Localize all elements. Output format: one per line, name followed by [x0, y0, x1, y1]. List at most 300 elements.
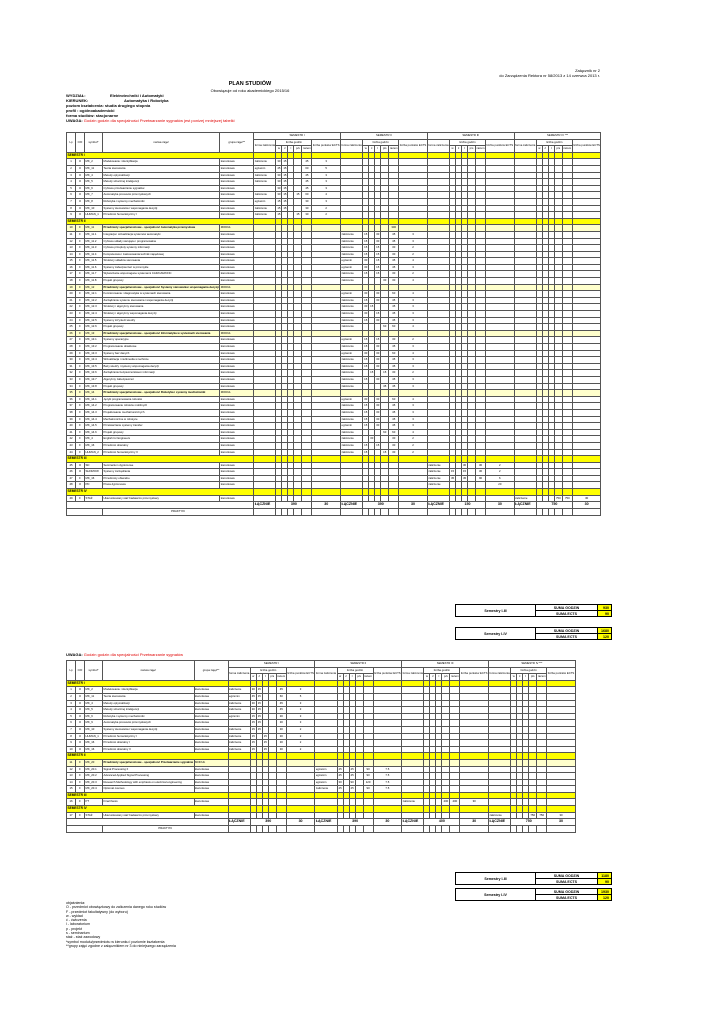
row-s1-razem: 30 [276, 740, 286, 747]
row-lp: 45 [67, 462, 76, 469]
semester-fill [488, 753, 510, 760]
row-s3-l: 15 [462, 469, 468, 476]
col-l: l [288, 146, 294, 153]
row-s2-razem [389, 482, 399, 489]
row-s1-forma [228, 773, 250, 780]
row-s2-ps [355, 700, 363, 707]
row-s3-forma [427, 297, 449, 304]
row-s3-ects [486, 297, 515, 304]
col-grupa: grupa zajęć** [220, 133, 254, 153]
summary-label: Semestry I-IV [456, 628, 536, 640]
row-s2-ects: 2 [399, 436, 428, 443]
row-of: F [76, 376, 85, 383]
row-s4-razem [562, 185, 572, 192]
row-s1-ects [286, 786, 315, 793]
row-s1-w: 30 [276, 185, 282, 192]
row-s2-razem: 30 [389, 436, 399, 443]
row-s1-forma [254, 278, 276, 285]
row-s3-ects [486, 337, 515, 344]
row-lp: 48 [67, 482, 76, 489]
semester-row [67, 152, 601, 159]
row-s2-razem: 300 [389, 225, 399, 232]
row-s1-ects [312, 311, 341, 318]
row-s3-razem [476, 396, 486, 403]
row-s3-forma [427, 416, 449, 423]
row-s3-ects [460, 713, 489, 720]
row-s3-razem [476, 185, 486, 192]
col-nazwa: nazwa zajęć [103, 133, 220, 153]
row-s4-razem [562, 324, 572, 331]
row-s4-ects [547, 687, 576, 694]
row-s2-razem [363, 726, 373, 733]
row-s3-razem [450, 812, 460, 819]
total-ects: 30 [572, 502, 601, 509]
row-s4-ps [554, 238, 562, 245]
row-s2-l: 15 [375, 264, 381, 271]
row-s1-ects [312, 390, 341, 397]
row-s1-razem: 45 [302, 172, 312, 179]
row-s3-forma [427, 409, 449, 416]
row-s2-razem: 45 [389, 344, 399, 351]
row-s1-ps [294, 271, 302, 278]
summary-box-sem-1-3 [455, 604, 612, 617]
row-of: F [76, 449, 85, 456]
row-s2-ects: 7.5 [373, 779, 402, 786]
col-semester-2: SEMESTR II [315, 661, 402, 668]
row-s1-ps [294, 317, 302, 324]
col-ps: p/s [442, 674, 450, 681]
total-label: ŁĄCZNIE [228, 819, 250, 826]
table-row [67, 304, 601, 311]
col-w: w [250, 674, 256, 681]
semester-fill [547, 806, 576, 813]
row-s4-ects [572, 185, 601, 192]
row-grupa: kierunkowe [220, 482, 254, 489]
row-s4-razem [562, 469, 572, 476]
row-s4-ects [572, 304, 601, 311]
col-razem: razem [302, 146, 312, 153]
row-s3-ects [486, 172, 515, 179]
table-row [67, 720, 576, 727]
semester-fill [399, 489, 428, 496]
row-s2-razem: 30 [389, 271, 399, 278]
row-s3-forma: zaliczenie [427, 482, 449, 489]
row-s3-forma [427, 278, 449, 285]
row-s2-ects: 2 [399, 449, 428, 456]
row-s3-razem: 400 [450, 799, 460, 806]
row-s2-razem [389, 159, 399, 166]
row-s2-ects: 3 [399, 311, 428, 318]
row-s3-ects [486, 396, 515, 403]
row-s4-razem [537, 759, 547, 766]
row-s1-ects: 3 [286, 687, 315, 694]
row-s1-ps [294, 429, 302, 436]
row-s2-forma [341, 185, 363, 192]
table-row [67, 376, 601, 383]
col-l: l [349, 674, 355, 681]
row-s1-forma [254, 251, 276, 258]
row-of: O [76, 707, 85, 714]
col-l: l [548, 146, 554, 153]
row-lp: 31 [67, 363, 76, 370]
row-name: Systemy zarządzania [103, 469, 220, 476]
row-name: Optional courses [103, 786, 195, 793]
row-s3-forma [402, 773, 424, 780]
row-s4-razem [537, 746, 547, 753]
row-of: O [76, 185, 85, 192]
row-name: Systemy baz danych [103, 350, 220, 357]
row-s1-razem: 45 [302, 185, 312, 192]
col-grupa: grupa zajęć** [194, 661, 228, 681]
col-semester-4: SEMESTR IV *** [488, 661, 575, 668]
row-of: O [76, 726, 85, 733]
row-s2-ects: 2 [399, 442, 428, 449]
col-w: w [337, 674, 343, 681]
row-s2-ps [381, 258, 389, 265]
row-s1-razem [302, 311, 312, 318]
row-s1-ects: 3 [312, 198, 341, 205]
row-s2-ps [355, 720, 363, 727]
row-s1-ects [312, 462, 341, 469]
row-s1-ps [294, 409, 302, 416]
row-s2-forma [315, 799, 337, 806]
row-s1-w: 30 [276, 192, 282, 199]
row-s1-ps [268, 733, 276, 740]
row-s3-razem [450, 707, 460, 714]
total-row [67, 502, 601, 509]
table-row [67, 311, 601, 318]
row-s3-razem [450, 746, 460, 753]
semester-fill [228, 806, 250, 813]
row-s1-razem [302, 416, 312, 423]
row-s4-ects [572, 357, 601, 364]
row-s2-razem: 45 [389, 403, 399, 410]
praktyki-cell [572, 509, 601, 516]
row-s3-ps [468, 337, 476, 344]
row-lp: 27 [67, 337, 76, 344]
row-s1-w: 15 [250, 740, 256, 747]
semester-fill [399, 218, 428, 225]
row-s4-razem [562, 462, 572, 469]
row-s4-razem [562, 284, 572, 291]
row-grupa: kierunkowe [220, 403, 254, 410]
row-s2-ects: 2 [399, 245, 428, 252]
table-row [67, 357, 601, 364]
praktyki-cell [537, 826, 547, 833]
row-name: Przedmioty specjalnościowe - specjalność Automatyka przemysłowa [103, 225, 220, 232]
row-s1-ps [268, 759, 276, 766]
row-s4-forma: zaliczenie [488, 812, 510, 819]
col-lp: Lp [67, 133, 76, 153]
row-symbol: MK_12.5 [85, 317, 103, 324]
row-s2-ps: 30 [381, 278, 389, 285]
row-s1-ps [294, 198, 302, 205]
row-lp: 25 [67, 324, 76, 331]
row-s3-ects [460, 740, 489, 747]
semester-fill [514, 456, 536, 463]
row-s1-ps [294, 357, 302, 364]
uwaga-text: Godzin godzin dla specjalności Przetwarzanie sygnałów jest ponizej mniejszej tabelki [83, 117, 235, 123]
praktyki-cell [554, 509, 562, 516]
table-row [67, 812, 576, 819]
col-razem: razem [450, 674, 460, 681]
row-s2-ects [399, 390, 428, 397]
semester-fill [529, 806, 537, 813]
col-forma-zaliczenia: forma zaliczenia [427, 139, 449, 152]
row-s1-forma [254, 238, 276, 245]
row-symbol: MK_10 [85, 726, 103, 733]
row-symbol: PD [85, 482, 103, 489]
row-s4-ects [572, 442, 601, 449]
row-s2-forma [341, 495, 363, 502]
row-s4-forma [514, 436, 536, 443]
row-s3-ects [460, 779, 489, 786]
row-s3-razem [450, 687, 460, 694]
total-ects: 30 [286, 819, 315, 826]
row-s4-ects [572, 330, 601, 337]
row-s3-razem [476, 245, 486, 252]
row-s3-forma [402, 700, 424, 707]
row-name: Projekt grupowy [103, 278, 220, 285]
row-s2-razem [389, 390, 399, 397]
row-s2-ects: 3 [399, 403, 428, 410]
row-s1-forma [254, 409, 276, 416]
row-symbol: MK_16 [85, 740, 103, 747]
row-s2-ps [355, 740, 363, 747]
row-s2-razem [363, 759, 373, 766]
row-grupa: kierunkowe [220, 350, 254, 357]
col-ps: p/s [554, 146, 562, 153]
row-s2-forma: zaliczenie [341, 376, 363, 383]
col-ects: liczba punktów ECTS [399, 139, 428, 152]
row-s3-ects [486, 409, 515, 416]
row-s2-w: 15 [363, 409, 369, 416]
row-of: F [76, 258, 85, 265]
row-s1-razem [302, 357, 312, 364]
row-s4-razem [537, 786, 547, 793]
row-s4-ps [554, 383, 562, 390]
row-s3-ps [468, 192, 476, 199]
row-s3-ps [468, 469, 476, 476]
row-s2-razem: 90 [363, 773, 373, 780]
row-s1-c: 15 [256, 687, 262, 694]
row-of: F [76, 409, 85, 416]
praktyki-cell [228, 826, 250, 833]
row-name: Advanced Applied Signal Processing [103, 773, 195, 780]
row-s1-forma [254, 330, 276, 337]
table-row [67, 733, 576, 740]
row-s2-l: 30 [375, 297, 381, 304]
row-s4-ects [572, 179, 601, 186]
row-s1-ects [312, 396, 341, 403]
semester-fill [554, 456, 562, 463]
praktyki-cell [312, 509, 341, 516]
semester-fill [286, 753, 315, 760]
row-s4-ects [572, 317, 601, 324]
row-lp: 30 [67, 357, 76, 364]
row-symbol: MK_10 [85, 205, 103, 212]
row-s2-forma [341, 482, 363, 489]
row-name: Przedmioty specjalnościowe - specjalność Przetwarzanie sygnałów [103, 759, 195, 766]
row-s3-ects [486, 212, 515, 219]
row-of: F [76, 337, 85, 344]
row-s2-razem [363, 713, 373, 720]
row-grupa: kierunkowe [220, 198, 254, 205]
row-s4-razem [562, 271, 572, 278]
row-s3-ects [460, 812, 489, 819]
row-s4-razem [562, 409, 572, 416]
row-grupa: kierunkowe [194, 707, 228, 714]
row-s1-ects [312, 337, 341, 344]
row-s3-ps [468, 311, 476, 318]
row-name: Struktury i algorytmy wspomagania decyzji [103, 311, 220, 318]
row-s2-w: 30 [363, 258, 369, 265]
row-s3-razem [476, 370, 486, 377]
legend-line: **grupy zajęć zgodne z załącznikiem nr 3 do niniejszego zarządzenia [66, 943, 176, 948]
row-s2-forma [341, 225, 363, 232]
row-s4-ects [547, 693, 576, 700]
row-of: F [76, 225, 85, 232]
row-name: Języki programowania robotów [103, 396, 220, 403]
row-s3-razem [476, 264, 486, 271]
row-lp: 17 [67, 271, 76, 278]
row-symbol: HUMAN_1 [85, 733, 103, 740]
row-s3-forma [427, 403, 449, 410]
row-s1-forma: zaliczenie [228, 726, 250, 733]
row-s3-ects [486, 363, 515, 370]
semester-fill [254, 489, 276, 496]
row-of: O [76, 198, 85, 205]
row-s3-ects [460, 746, 489, 753]
row-grupa: kierunkowe [194, 786, 228, 793]
row-s3-ps [468, 172, 476, 179]
row-s2-ps [355, 786, 363, 793]
row-s4-razem [562, 383, 572, 390]
row-s4-ects [572, 172, 601, 179]
row-s1-ps [268, 740, 276, 747]
row-s2-razem [389, 330, 399, 337]
row-s2-forma [341, 475, 363, 482]
row-s1-forma [254, 231, 276, 238]
total-row [67, 819, 576, 826]
row-symbol: MK_13.3 [85, 350, 103, 357]
row-s1-ects [312, 251, 341, 258]
row-s4-ps [554, 192, 562, 199]
row-s2-ects [399, 330, 428, 337]
col-c: ć [369, 146, 375, 153]
row-s1-ps [294, 264, 302, 271]
row-s4-forma [488, 713, 510, 720]
semester-row [67, 792, 576, 799]
summary-value: 1680 [598, 628, 612, 634]
row-of: O [76, 740, 85, 747]
row-s2-ps: 15 [381, 370, 389, 377]
row-lp: 9 [67, 212, 76, 219]
row-s1-ects [312, 344, 341, 351]
document-title: PLAN STUDIÓW [228, 81, 272, 87]
row-s2-razem [389, 185, 399, 192]
row-s3-razem [476, 330, 486, 337]
row-s1-ects: 4 [312, 192, 341, 199]
row-lp: 26 [67, 330, 76, 337]
row-s2-forma [315, 746, 337, 753]
row-s2-ects: 3 [399, 264, 428, 271]
row-s1-ps [294, 423, 302, 430]
wydzial-value: Elektrotechniki i Automatyki [110, 93, 164, 98]
semester-fill [554, 489, 562, 496]
row-lp: 5 [67, 185, 76, 192]
row-s2-razem: 45 [389, 264, 399, 271]
row-grupa: kierunkowe [220, 165, 254, 172]
row-s1-ects: 5 [286, 693, 315, 700]
row-grupa: kierunkowe [194, 799, 228, 806]
row-s2-ps [381, 495, 389, 502]
semester-fill [389, 152, 399, 159]
praktyki-cell [399, 509, 428, 516]
semester-fill [488, 806, 510, 813]
row-s2-ects [373, 799, 402, 806]
table-row [67, 258, 601, 265]
row-lp: 10 [67, 225, 76, 232]
row-s3-ects [460, 700, 489, 707]
row-s1-razem [302, 251, 312, 258]
col-liczba-godzin: liczba godzin [276, 139, 312, 146]
row-s1-w: 30 [250, 700, 256, 707]
row-symbol: MK_9 [85, 720, 103, 727]
legend-line: l - laboratorium [66, 922, 90, 927]
row-s3-ects [486, 436, 515, 443]
row-of: O [76, 746, 85, 753]
table-row [67, 773, 576, 780]
row-s3-forma [427, 258, 449, 265]
row-s1-razem [302, 403, 312, 410]
row-s2-l: 30 [375, 291, 381, 298]
row-s4-ects [572, 416, 601, 423]
row-s3-forma [427, 251, 449, 258]
row-s1-ps [294, 390, 302, 397]
row-s3-forma [402, 687, 424, 694]
row-name: Ukierunkowany staż badawczo przemysłowy [103, 495, 220, 502]
row-s4-razem [537, 700, 547, 707]
row-s3-ps [468, 416, 476, 423]
table-row [67, 746, 576, 753]
semester-fill [381, 456, 389, 463]
row-s2-ps: 60 [381, 429, 389, 436]
row-s4-forma [514, 258, 536, 265]
semester-fill [486, 152, 515, 159]
row-grupa: kierunkowe [220, 251, 254, 258]
semester-fill [402, 680, 424, 687]
row-s1-forma [254, 449, 276, 456]
semester-fill [341, 456, 363, 463]
row-grupa: kierunkowe [220, 192, 254, 199]
row-s4-ps [554, 396, 562, 403]
row-s1-ps [268, 786, 276, 793]
kierunek-value: Automatyka i Robotyka [124, 97, 169, 103]
row-s2-ects: 3 [399, 423, 428, 430]
row-s3-ects [460, 766, 489, 773]
semester-fill [562, 456, 572, 463]
total-blank [67, 502, 254, 509]
row-name: Systemy zabezpieczeń w przemyśle [103, 264, 220, 271]
row-s3-forma [427, 337, 449, 344]
uwaga-label: UWAGA: [66, 117, 83, 123]
row-s4-razem [562, 350, 572, 357]
row-s3-forma [427, 376, 449, 383]
row-s2-razem [389, 212, 399, 219]
row-s4-ps [554, 416, 562, 423]
row-s1-ps [294, 482, 302, 489]
